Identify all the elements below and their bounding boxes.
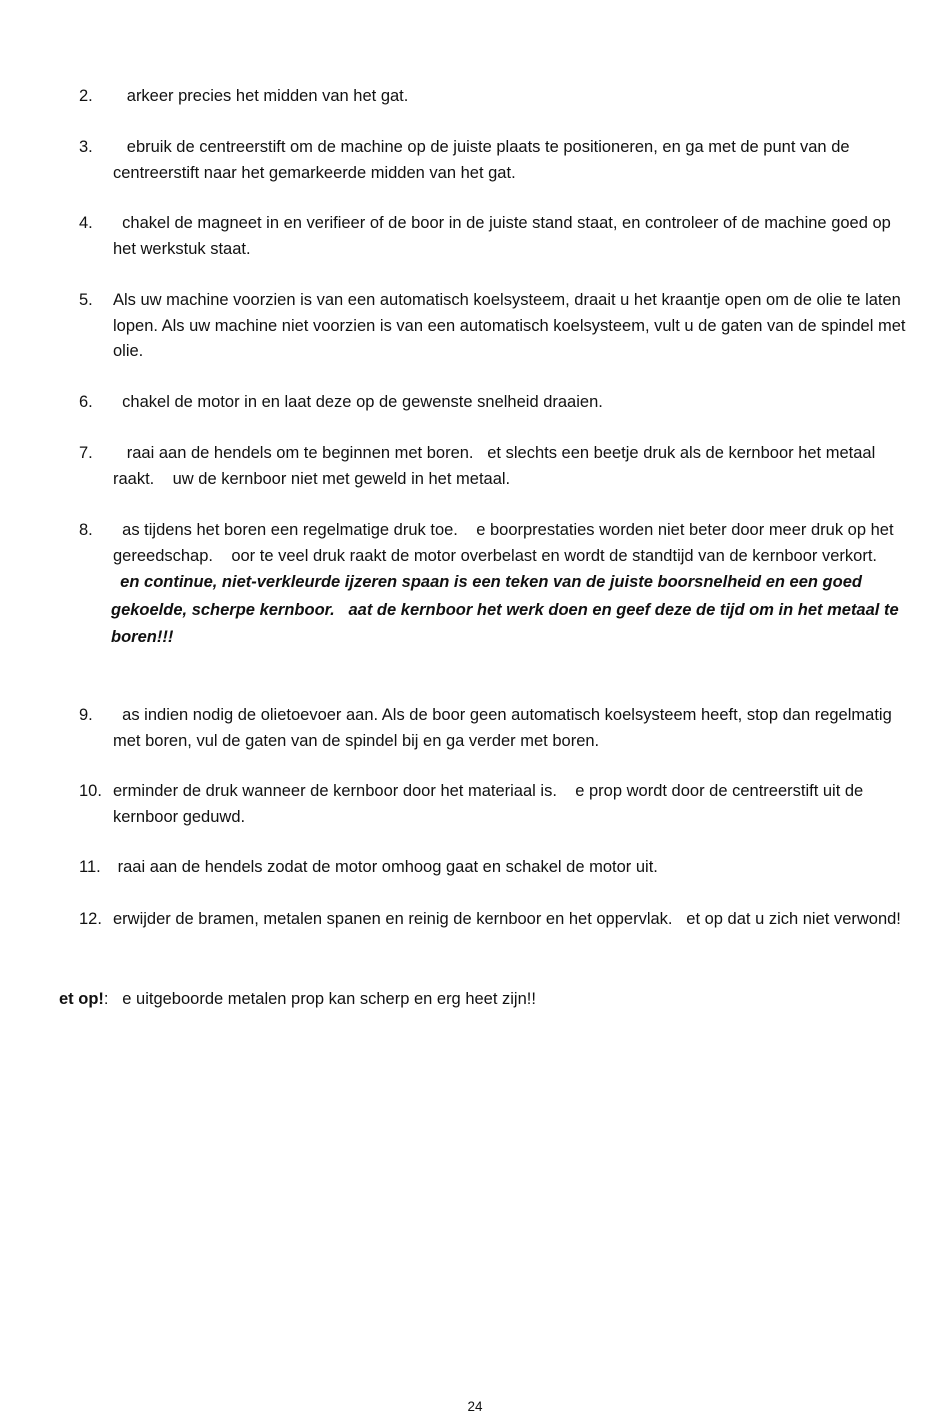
list-item xyxy=(79,907,914,933)
step-number: 2. xyxy=(79,87,93,105)
list-item xyxy=(79,703,914,754)
step-text: chakel de motor in en laat deze op de gewenste snelheid draaien. xyxy=(113,393,603,411)
warning-text: : e uitgeboorde metalen prop kan scherp en erg heet zijn!! xyxy=(103,990,536,1008)
step-number: 10. xyxy=(79,782,102,800)
list-item xyxy=(79,390,914,416)
step-number: 6. xyxy=(79,393,93,411)
step-text: raai aan de hendels om te beginnen met boren. et slechts een beetje druk als de kernboor het metaal raakt. uw de kernboor niet met geweld in het metaal. xyxy=(113,444,880,488)
step-text: raai aan de hendels zodat de motor omhoog gaat en schakel de motor uit. xyxy=(113,858,658,876)
step-emphasis-note: en continue, niet-verkleurde ijzeren spaan is een teken van de juiste boorsnelheid en een goed gekoelde, scherpe kernboor. aat de kernboor het werk doen en geef deze de tijd om in het metaal te boren!!! xyxy=(111,573,904,646)
step-number: 12. xyxy=(79,910,102,928)
list-item xyxy=(79,855,914,881)
list-item xyxy=(79,518,914,652)
step-number: 4. xyxy=(79,214,93,232)
list-item xyxy=(79,441,914,492)
page-number: 24 xyxy=(467,1399,483,1414)
step-number: 3. xyxy=(79,138,93,156)
warning-note xyxy=(59,987,536,1012)
step-text: chakel de magneet in en verifieer of de boor in de juiste stand staat, en controleer of de machine goed op het werkstuk staat. xyxy=(113,214,896,258)
step-number: 5. xyxy=(79,291,93,309)
step-number: 7. xyxy=(79,444,93,462)
step-text: as tijdens het boren een regelmatige druk toe. e boorprestaties worden niet beter door meer druk op het gereedschap. oor te veel druk raakt de motor overbelast en wordt de standtijd van de kernboor verkort. xyxy=(113,521,899,565)
list-item xyxy=(79,211,914,262)
step-number: 11. xyxy=(79,858,101,876)
step-text: erminder de druk wanneer de kernboor door het materiaal is. e prop wordt door de centreerstift uit de kernboor geduwd. xyxy=(113,782,868,826)
list-item xyxy=(79,135,914,186)
step-text: arkeer precies het midden van het gat. xyxy=(113,87,409,105)
list-item xyxy=(79,84,914,110)
list-item xyxy=(79,288,914,365)
warning-label: et op! xyxy=(59,990,104,1008)
step-text: Als uw machine voorzien is van een automatisch koelsysteem, draait u het kraantje open om de olie te laten lopen. Als uw machine niet voorzien is van een automatisch koelsysteem, vult u de gaten van de spindel met olie. xyxy=(113,291,911,360)
step-text: erwijder de bramen, metalen spanen en reinig de kernboor en het oppervlak. et op dat u zich niet verwond! xyxy=(113,910,901,928)
step-text: ebruik de centreerstift om de machine op de juiste plaats te positioneren, en ga met de punt van de centreerstift naar het gemarkeerde midden van het gat. xyxy=(113,138,855,182)
list-item xyxy=(79,779,914,830)
step-number: 9. xyxy=(79,706,93,724)
step-text: as indien nodig de olietoevoer aan. Als de boor geen automatisch koelsysteem heeft, stop dan regelmatig met boren, vul de gaten van de spindel bij en ga verder met boren. xyxy=(113,706,897,750)
step-number: 8. xyxy=(79,521,93,539)
